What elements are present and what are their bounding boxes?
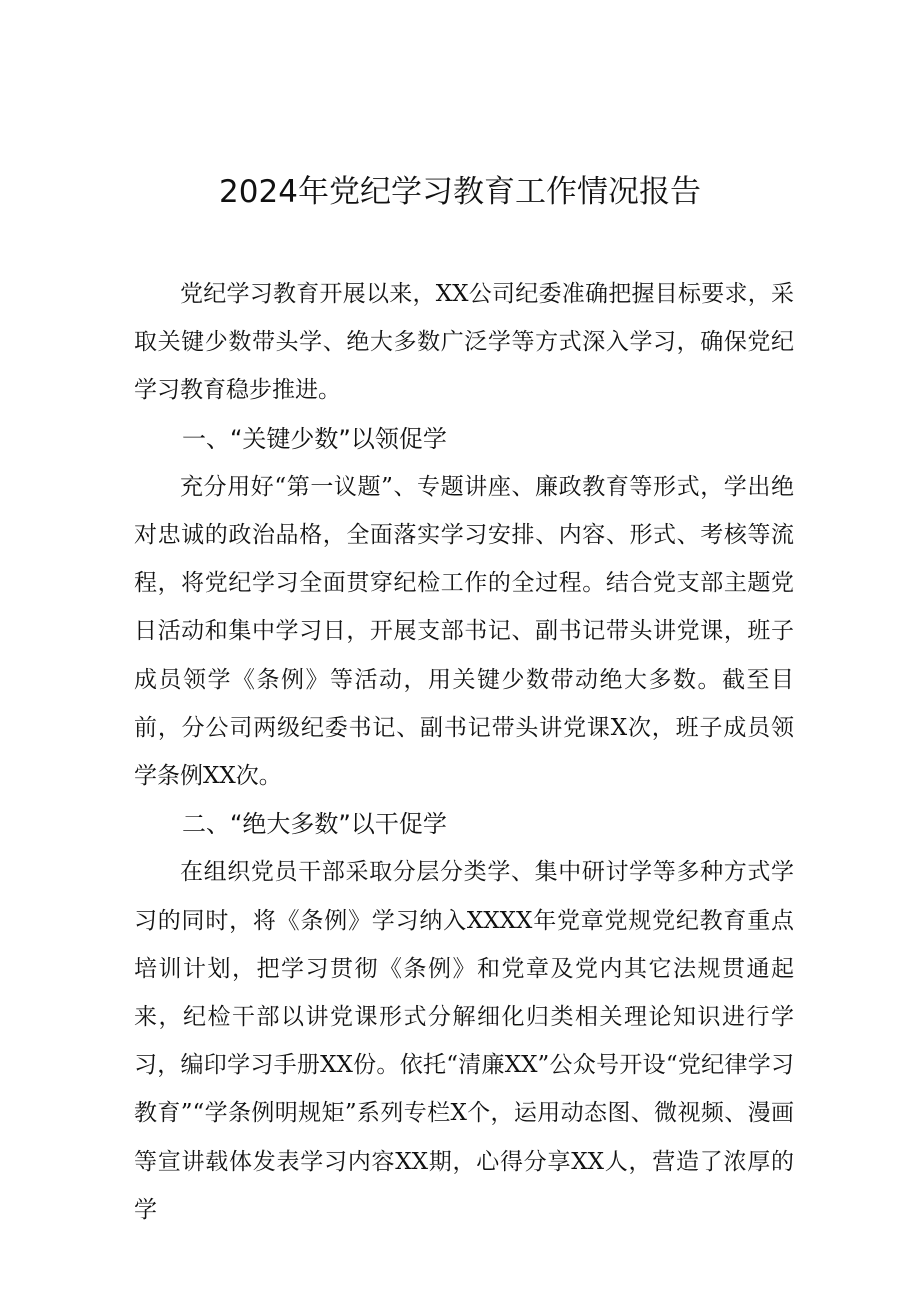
section-1-paragraph: 充分用好“第一议题”、专题讲座、廉政教育等形式，学出绝对忠诚的政治品格，全面落实学习安排、内容、形式、考核等流程，将党纪学习全面贯穿纪检工作的全过程。结合党支部主题党日活动和集中学习日，开展支部书记、副书记带头讲党课，班子成员领学《条例》等活动，用关键少数带动绝大多数。截至目前，分公司两级纪委书记、副书记带头讲党课X次，班子成员领学条例XX次。: [134, 473, 794, 790]
section-2-heading: 二、“绝大多数”以干促学: [182, 810, 447, 839]
section-2-paragraph: 在组织党员干部采取分层分类学、集中研讨学等多种方式学习的同时，将《条例》学习纳入XXXX年党章党规党纪教育重点培训计划，把学习贯彻《条例》和党章及党内其它法规贯通起来，纪检干部以讲党课形式分解细化归类相关理论知识进行学习，编印学习手册XX份。依托“清廉XX”公众号开设“党纪律学习教育”“学条例明规矩”系列专栏X个，运用动态图、微视频、漫画等宣讲载体发表学习内容XX期，心得分享XX人，营造了浓厚的学: [134, 859, 794, 1223]
document-body: [134, 270, 794, 1234]
document-title: 2024年党纪学习教育工作情况报告: [219, 174, 701, 210]
intro-paragraph: 党纪学习教育开展以来，XX公司纪委准确把握目标要求，采取关键少数带头学、绝大多数广泛学等方式深入学习，确保党纪学习教育稳步推进。: [134, 281, 794, 404]
section-1-heading: 一、“关键少数”以领促学: [182, 424, 447, 453]
